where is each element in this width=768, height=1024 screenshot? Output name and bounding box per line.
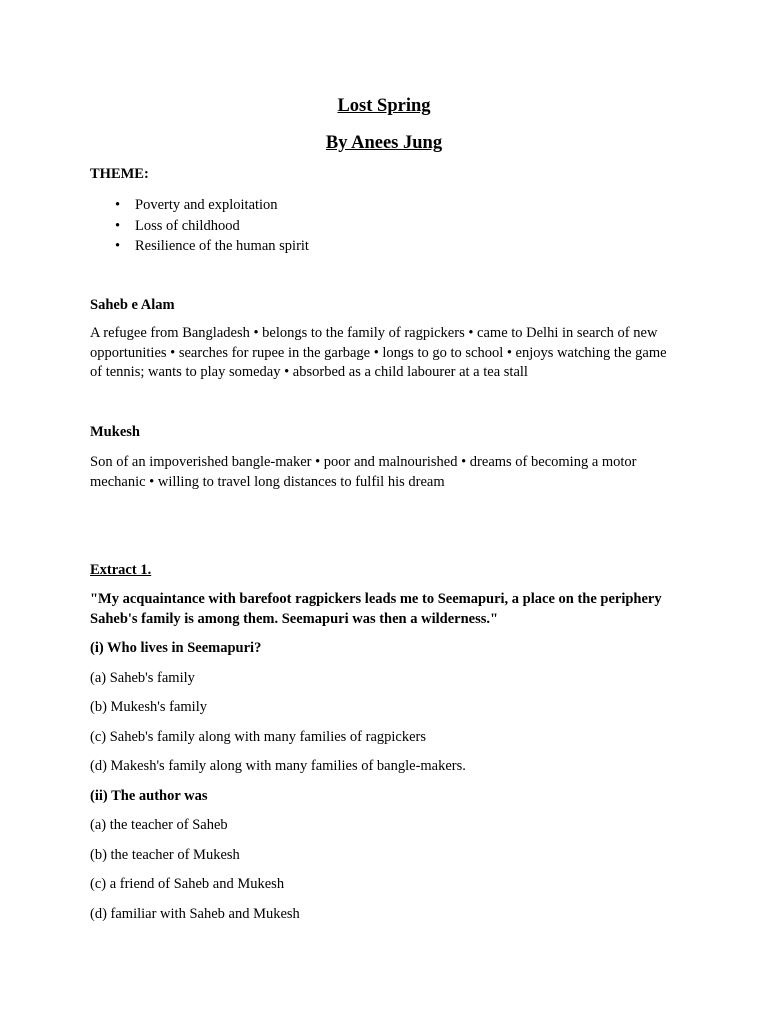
question-2-option-c: (c) a friend of Saheb and Mukesh <box>90 876 285 892</box>
question-2-option-a: (a) the teacher of Saheb <box>90 817 228 833</box>
theme-heading: THEME: <box>90 166 149 182</box>
document-author: By Anees Jung <box>325 133 443 153</box>
question-1-option-b: (b) Mukesh's family <box>90 699 207 715</box>
saheb-heading: Saheb e Alam <box>90 297 175 313</box>
question-2-option-d: (d) familiar with Saheb and Mukesh <box>90 906 300 922</box>
bullet-icon: • <box>115 217 121 234</box>
mukesh-heading: Mukesh <box>90 424 140 440</box>
question-2: (ii) The author was <box>90 788 208 804</box>
question-1: (i) Who lives in Seemapuri? <box>90 640 262 656</box>
saheb-description: A refugee from Bangladesh • belongs to the family of ragpickers • came to Delhi in search of new opportunities • searches for rupee in the garbage • longs to go to school • enjoys watching the game of tennis; wants to play someday • absorbed as a child labourer at a tea stall <box>90 325 667 380</box>
bullet-icon: • <box>115 197 121 213</box>
theme-item-text: Loss of childhood <box>135 217 240 234</box>
list-item <box>90 195 309 216</box>
theme-item-text: Poverty and exploitation <box>135 197 278 213</box>
document-title: Lost Spring <box>337 96 431 116</box>
bullet-icon: • <box>115 238 121 254</box>
question-2-option-b: (b) the teacher of Mukesh <box>90 847 240 863</box>
question-1-option-a: (a) Saheb's family <box>90 670 195 686</box>
question-1-option-d: (d) Makesh's family along with many families of bangle-makers. <box>90 758 466 774</box>
extract-heading: Extract 1. <box>90 562 152 578</box>
theme-item-text: Resilience of the human spirit <box>135 238 309 254</box>
extract-quote: "My acquaintance with barefoot ragpickers leads me to Seemapuri, a place on the periphery Saheb's family is among them. Seemapuri was then a wilderness." <box>90 591 662 627</box>
mukesh-description: Son of an impoverished bangle-maker • poor and malnourished • dreams of becoming a motor mechanic • willing to travel long distances to fulfil his dream <box>90 454 637 490</box>
theme-list <box>90 195 309 257</box>
list-item <box>90 236 309 257</box>
list-item <box>90 216 309 237</box>
question-1-option-c: (c) Saheb's family along with many families of ragpickers <box>90 729 427 745</box>
